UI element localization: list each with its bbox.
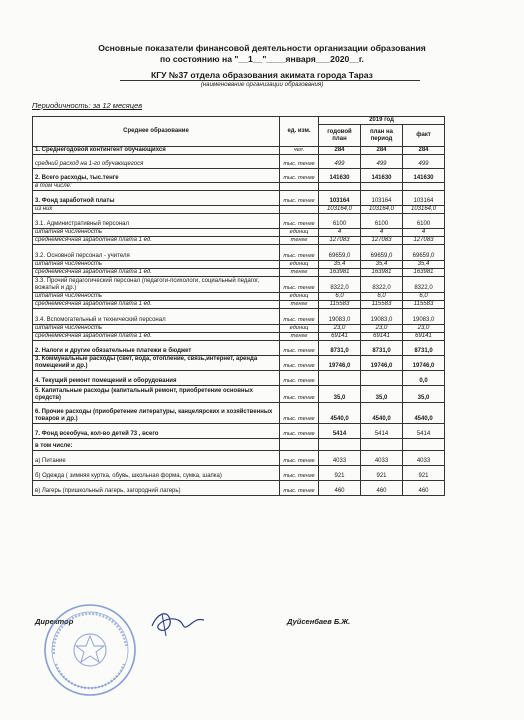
row-label: штатная численность <box>33 229 280 237</box>
row-value: 4540,0 <box>403 403 445 424</box>
row-label: в том числе: <box>33 183 280 191</box>
table-row <box>33 439 445 451</box>
row-value <box>319 439 361 451</box>
table-row <box>33 269 445 277</box>
row-label: 3. Фонд заработной платы <box>33 191 280 206</box>
table-row <box>33 261 445 269</box>
row-label: 2. Всего расходы, тыс.тенге <box>33 169 280 183</box>
table-row <box>33 214 445 229</box>
row-label: штатная численность <box>33 325 280 333</box>
row-value: 8322,0 <box>319 277 361 293</box>
row-unit: единиц <box>280 325 319 333</box>
table-row <box>33 325 445 333</box>
table-row <box>33 147 445 155</box>
row-value: 4540,0 <box>361 403 403 424</box>
row-value: 284 <box>361 147 403 155</box>
row-value: 69141 <box>361 333 403 341</box>
row-unit: тыс. тенге <box>280 245 319 261</box>
row-value: 115583 <box>319 301 361 309</box>
col-header-plan-year: годовой план <box>319 125 361 147</box>
row-value: 499 <box>403 155 445 169</box>
row-unit: тыс. тенге <box>280 386 319 403</box>
row-value: 35,4 <box>361 261 403 269</box>
table-row <box>33 481 445 496</box>
row-value: 141630 <box>319 169 361 183</box>
row-value: 35,4 <box>403 261 445 269</box>
row-value: 4 <box>403 229 445 237</box>
table-row <box>33 309 445 325</box>
table-row <box>33 169 445 183</box>
row-value: 19083,0 <box>403 309 445 325</box>
row-value: 35,4 <box>319 261 361 269</box>
organization-caption: (наименование организации образования) <box>200 81 324 88</box>
row-unit: тыс. тенге <box>280 309 319 325</box>
table-row <box>33 183 445 191</box>
director-name: Дуйсенбаев Б.Ж. <box>287 617 351 626</box>
row-value: 103164,0 <box>361 206 403 214</box>
row-value: 163981 <box>319 269 361 277</box>
row-unit: тыс. тенге <box>280 466 319 481</box>
row-label: средний расход на 1-го обучающегося <box>33 155 280 169</box>
periodicity: Периодичность: за 12 месяцев <box>32 101 143 110</box>
row-label: 2. Налоги и другие обязательные платежи в бюджет <box>33 341 280 356</box>
row-value <box>319 371 361 386</box>
row-value: 460 <box>403 481 445 496</box>
row-value: 4033 <box>403 451 445 466</box>
row-value: 4033 <box>361 451 403 466</box>
row-value: 8731,0 <box>361 341 403 356</box>
row-label: штатная численность <box>33 261 280 269</box>
col-header-name: Среднее образование <box>33 117 280 147</box>
row-value: 127083 <box>403 237 445 245</box>
row-label: среднемесячная заработная плата 1 ед. <box>33 333 280 341</box>
row-value: 115583 <box>361 301 403 309</box>
row-label: в) Лагерь (пришкольный лагерь, загородний лагерь) <box>33 481 280 496</box>
row-value: 6,0 <box>319 293 361 301</box>
row-value: 0,0 <box>403 371 445 386</box>
row-label: 3.2. Основной персонал - учителя <box>33 245 280 261</box>
table-row <box>33 237 445 245</box>
table-row <box>33 155 445 169</box>
col-header-unit: ед. изм. <box>280 117 319 147</box>
row-label: 5. Капитальные расходы (капитальный ремонт, приобретение основных средств) <box>33 386 280 403</box>
row-label: среднемесячная заработная плата 1 ед. <box>33 269 280 277</box>
row-value: 19083,0 <box>319 309 361 325</box>
row-value: 499 <box>319 155 361 169</box>
row-value: 6,0 <box>403 293 445 301</box>
row-unit: тенге <box>280 237 319 245</box>
col-header-fact: факт <box>403 125 445 147</box>
row-value: 19746,0 <box>361 356 403 371</box>
row-unit: единиц <box>280 261 319 269</box>
row-value: 8731,0 <box>319 341 361 356</box>
row-value: 5414 <box>403 424 445 439</box>
table-row <box>33 333 445 341</box>
row-value: 6100 <box>361 214 403 229</box>
row-unit: тыс. тенге <box>280 403 319 424</box>
row-value: 19746,0 <box>403 356 445 371</box>
row-value <box>403 439 445 451</box>
col-header-plan-period: план на период <box>361 125 403 147</box>
row-unit: тыс. тенге <box>280 356 319 371</box>
row-unit: тыс. тенге <box>280 214 319 229</box>
row-value: 35,0 <box>319 386 361 403</box>
row-value: 35,0 <box>403 386 445 403</box>
row-value: 8322,0 <box>361 277 403 293</box>
director-signature <box>148 606 208 640</box>
row-value: 103164 <box>403 191 445 206</box>
table-row <box>33 293 445 301</box>
row-value: 6100 <box>319 214 361 229</box>
row-unit: тыс. тенге <box>280 191 319 206</box>
row-value: 284 <box>403 147 445 155</box>
row-value: 6100 <box>403 214 445 229</box>
table-row <box>33 245 445 261</box>
row-unit: тенге <box>280 301 319 309</box>
table-row <box>33 229 445 237</box>
row-value: 19746,0 <box>319 356 361 371</box>
row-value <box>361 439 403 451</box>
row-value: 8322,0 <box>403 277 445 293</box>
row-value: 69141 <box>319 333 361 341</box>
table-row <box>33 451 445 466</box>
row-value: 499 <box>361 155 403 169</box>
col-header-year: 2019 год <box>319 117 445 125</box>
official-stamp <box>42 602 138 698</box>
row-unit: тыс. тенге <box>280 424 319 439</box>
row-unit: тыс. тенге <box>280 155 319 169</box>
row-label: 3.4. Вспомогательный и технический персонал <box>33 309 280 325</box>
row-value: 460 <box>361 481 403 496</box>
row-value: 4033 <box>319 451 361 466</box>
row-value: 921 <box>361 466 403 481</box>
table-row <box>33 206 445 214</box>
row-value: 127083 <box>361 237 403 245</box>
row-label: 3.3. Прочий педагогический персонал (педагоги-психологи, социальный педагог, вожатый и др.) <box>33 277 280 293</box>
row-value: 284 <box>319 147 361 155</box>
table-row <box>33 356 445 371</box>
table-row <box>33 386 445 403</box>
row-label: среднемесячная заработная плата 1 ед. <box>33 237 280 245</box>
row-value: 19083,0 <box>361 309 403 325</box>
organization-name: КГУ №37 отдела образования акимата города Тараз <box>151 70 373 80</box>
finance-table <box>32 116 445 496</box>
table-row <box>33 424 445 439</box>
row-value: 460 <box>319 481 361 496</box>
row-value: 163981 <box>361 269 403 277</box>
row-value: 4 <box>319 229 361 237</box>
table-row <box>33 371 445 386</box>
row-label: из них <box>33 206 280 214</box>
row-value: 69659,0 <box>361 245 403 261</box>
table-row <box>33 466 445 481</box>
row-label: а) Питание <box>33 451 280 466</box>
row-unit: тенге <box>280 269 319 277</box>
row-label: штатная численность <box>33 293 280 301</box>
row-unit: тенге <box>280 333 319 341</box>
row-unit: тыс. тенге <box>280 481 319 496</box>
row-value: 4 <box>361 229 403 237</box>
row-value: 6,0 <box>361 293 403 301</box>
row-value: 69659,0 <box>319 245 361 261</box>
doc-date-line: по состоянию на "__1__"____января___2020__г. <box>160 54 364 64</box>
row-value <box>361 183 403 191</box>
row-value: 921 <box>403 466 445 481</box>
row-unit: тыс. тенге <box>280 451 319 466</box>
row-value: 8731,0 <box>403 341 445 356</box>
row-value: 103164 <box>361 191 403 206</box>
row-value: 163981 <box>403 269 445 277</box>
row-unit: единиц <box>280 229 319 237</box>
row-unit: единиц <box>280 293 319 301</box>
row-value: 23,0 <box>319 325 361 333</box>
row-label: в том числе: <box>33 439 280 451</box>
row-value: 23,0 <box>361 325 403 333</box>
row-label: 4. Текущий ремонт помещений и оборудования <box>33 371 280 386</box>
table-row <box>33 403 445 424</box>
row-unit: тыс. тенге <box>280 341 319 356</box>
row-unit: тыс. тенге <box>280 277 319 293</box>
row-value <box>319 183 361 191</box>
doc-title: Основные показатели финансовой деятельности организации образования <box>98 43 426 53</box>
table-row <box>33 191 445 206</box>
row-value: 103164,0 <box>403 206 445 214</box>
row-value: 103164 <box>319 191 361 206</box>
row-value: 23,0 <box>403 325 445 333</box>
row-value: 4540,0 <box>319 403 361 424</box>
row-value: 5414 <box>361 424 403 439</box>
row-value: 5414 <box>319 424 361 439</box>
row-label: б) Одежда ( зимняя куртка, обувь, школьная форма, сумка, шапка) <box>33 466 280 481</box>
row-value: 35,0 <box>361 386 403 403</box>
table-row <box>33 301 445 309</box>
row-value: 141630 <box>361 169 403 183</box>
row-unit <box>280 183 319 191</box>
row-value: 921 <box>319 466 361 481</box>
row-value: 69141 <box>403 333 445 341</box>
row-unit: чел. <box>280 147 319 155</box>
director-label: Директор <box>35 617 74 626</box>
row-value: 69659,0 <box>403 245 445 261</box>
row-label: 6. Прочие расходы (приобретение литературы, канцелярских и хозяйственных товаров и др.) <box>33 403 280 424</box>
row-label: 1. Среднегодовой контингент обучающихся <box>33 147 280 155</box>
row-label: 7. Фонд всеобуча, кол-во детей 73 , всего <box>33 424 280 439</box>
table-row <box>33 341 445 356</box>
row-unit <box>280 439 319 451</box>
row-value: 127083 <box>319 237 361 245</box>
row-label: среднемесячная заработная плата 1 ед. <box>33 301 280 309</box>
row-label: 3.1. Административный персонал <box>33 214 280 229</box>
row-value <box>403 183 445 191</box>
row-unit: тыс. тенге <box>280 371 319 386</box>
row-value <box>361 371 403 386</box>
table-row <box>33 277 445 293</box>
row-value: 115583 <box>403 301 445 309</box>
row-unit: тыс. тенге <box>280 169 319 183</box>
row-unit <box>280 206 319 214</box>
row-value: 103164,0 <box>319 206 361 214</box>
row-label: 3. Коммунальные расходы (свет, вода, отопление, связь,интернет, аренда помещений и др.) <box>33 356 280 371</box>
row-value: 141630 <box>403 169 445 183</box>
